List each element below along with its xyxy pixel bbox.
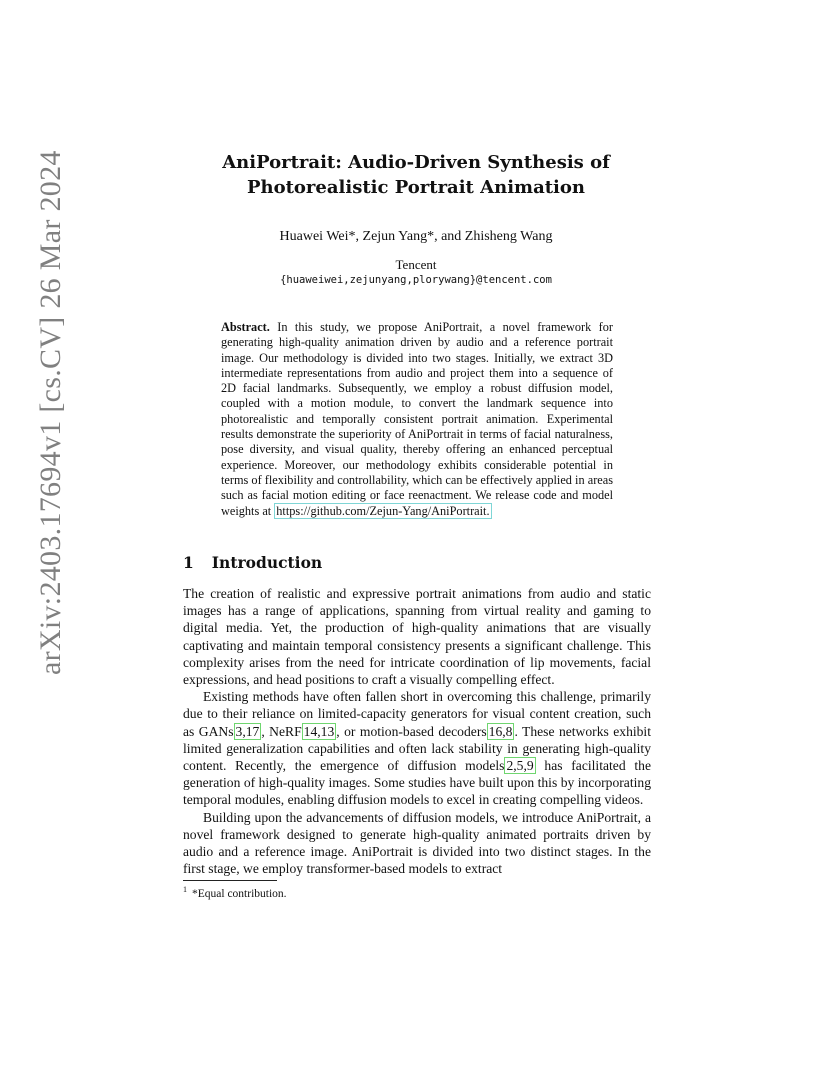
author-emails: {huaweiwei,zejunyang,plorywang}@tencent.com [280,274,552,286]
paragraph-1: The creation of realistic and expressive portrait animations from audio and static images has a range of applications, spanning from virtual reality and gaming to digital media. Yet, the production of high-quality animations that are visually captivating and maintain temporal consistency presents a significant challenge. This complexity arises from the need for intricate coordination of lip movements, facial expressions, and head positions to craft a visually compelling effect. [183,586,651,688]
abstract [221,320,613,519]
section-number: 1 [183,553,194,572]
section-title: Introduction [211,553,323,572]
citation-diffusion[interactable]: 2,5,9 [506,758,534,774]
author-list: Huawei Wei*, Zejun Yang*, and Zhisheng Wang [279,229,553,244]
citation-nerf[interactable]: 14,13 [303,723,335,739]
paragraph-3: Building upon the advancements of diffusion models, we introduce AniPortrait, a novel framework designed to generate high-quality animated portraits driven by audio and a reference image. AniPortrait is divided into two distinct stages. In the first stage, we employ transformer-based models to extract [183,809,651,877]
footnote [183,885,287,900]
paper-title [188,150,644,200]
introduction-body [183,585,651,877]
citation-motion-decoders[interactable]: 16,8 [488,723,513,739]
paragraph-2-text-b: , NeRF [261,723,302,739]
abstract-label: Abstract. [221,320,270,334]
footnote-mark: 1 [183,885,187,894]
title-line-1: AniPortrait: Audio-Driven Synthesis of [222,152,610,173]
paragraph-2 [183,688,651,808]
paragraph-2-text-c: , or motion-based decoders [336,723,487,739]
abstract-text: In this study, we propose AniPortrait, a novel framework for generating high-quality animation driven by audio and a reference portrait image. Our methodology is divided into two stages. Initially, we extract 3D intermediate representations from audio and project them into a sequence of 2D facial landmarks. Subsequently, we employ a robust diffusion model, coupled with a motion module, to convert the landmark sequence into photorealistic and temporally consistent portrait animation. Experimental results demonstrate the superiority of AniPortrait in terms of facial naturalness, pose diversity, and visual quality, thereby offering an enhanced perceptual experience. Moreover, our methodology exhibits considerable potential in terms of flexibility and controllability, which can be effectively applied in areas such as facial motion editing or face reenactment. We release code and model weights at [221,320,614,518]
section-heading [183,553,322,572]
paragraph-2-text-d: . These networks exhibit limited generalization capabilities and often lack stability in generating high-quality content. Recently, the emergence of diffusion models [183,723,651,774]
citation-gans[interactable]: 3,17 [235,723,260,739]
paragraph-2-text-e: has facilitated the generation of high-quality images. Some studies have built upon this by incorporating temporal modules, enabling diffusion models to excel in creating compelling videos. [183,758,651,808]
affiliation: Tencent [395,257,437,272]
code-link[interactable]: https://github.com/Zejun-Yang/AniPortrait. [276,503,490,518]
paragraph-2-text-a: Existing methods have often fallen short in overcoming this challenge, primarily due to their reliance on limited-capacity generators for visual content creation, such as GANs [183,689,651,739]
footnote-text: *Equal contribution. [192,887,287,900]
title-line-2: Photorealistic Portrait Animation [246,177,585,198]
arxiv-identifier: arXiv:2403.17694v1 [cs.CV] 26 Mar 2024 [34,150,67,675]
footnote-rule [183,880,277,881]
